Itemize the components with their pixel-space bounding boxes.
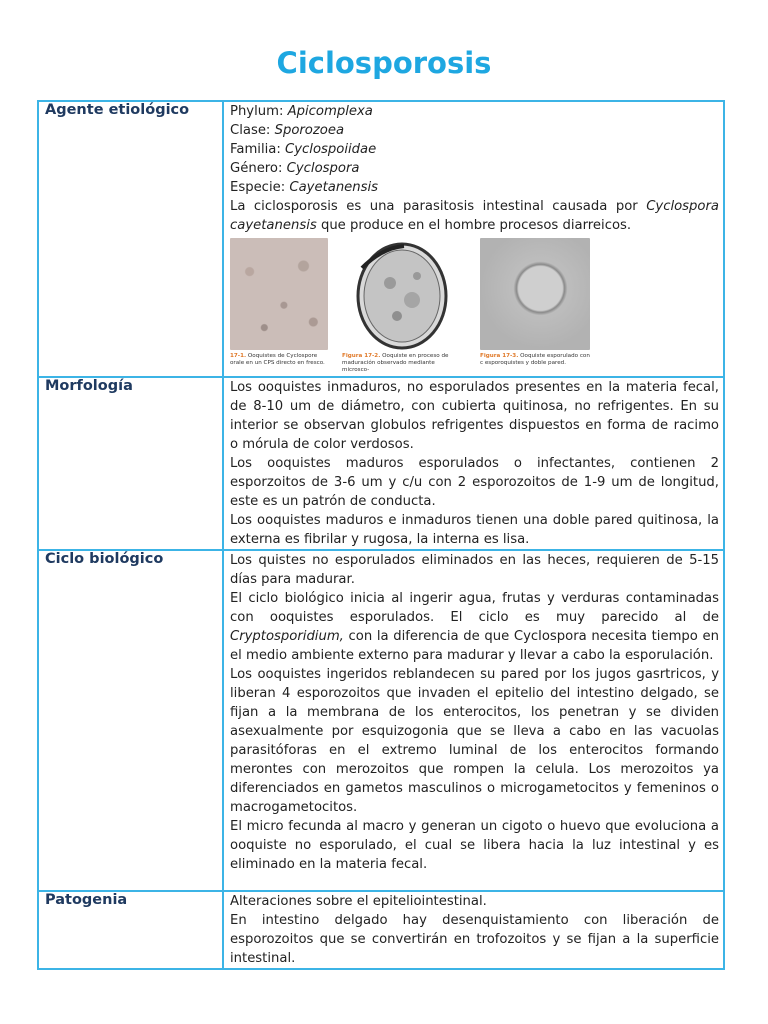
oocyst-drawing xyxy=(342,238,462,350)
content-line: Los ooquistes inmaduros, no esporulados presentes en la materia fecal, de 8-10 um de diámetro, con cubierta quitinosa, no refrigentes. En su interior se observan globulos refrigentes dispuestos en forma de racimo o mórula de color verdosos. xyxy=(230,380,719,452)
content-line: Familia: Cyclospoiidae xyxy=(230,142,377,157)
content-line: Los ooquistes ingeridos reblandecen su pared por los jugos gasrtricos, y liberan 4 esporozoitos que invaden el epitelio del intestino delgado, se fijan a la membrana de los enterocitos, los penetran y se dividen asexualmente por esquizogonia que se lleva a cabo en las vacuolas parasitóforas en el extremo luminal de los enterocitos formando merontes con merozoitos que rompen la celula. Los merozoitos ya diferenciados en gametos masculinos o microgametocitos y femeninos o macrogametocitos. xyxy=(230,667,719,815)
row-content xyxy=(223,550,724,891)
content-line: Los ooquistes maduros e inmaduros tienen una doble pared quitinosa, la externa es fibrilar y rugosa, la interna es lisa. xyxy=(230,513,719,547)
content-line: La ciclosporosis es una parasitosis intestinal causada por Cyclospora cayetanensis que produce en el hombre procesos diarreicos. xyxy=(230,199,719,233)
table-row-agente xyxy=(38,101,724,377)
content-line: El micro fecunda al macro y generan un cigoto o huevo que evoluciona a ooquiste no esporulado, el cual se libera hacia la luz intestinal y es eliminado en la materia fecal. xyxy=(230,819,719,872)
figure-caption: 17-1. Ooquistes de Cyclospore orale en un CPS directo en fresco. xyxy=(230,353,325,366)
figure-strip xyxy=(230,238,719,376)
content-line: Los quistes no esporulados eliminados en las heces, requieren de 5-15 días para madurar. xyxy=(230,553,719,587)
micrograph-image-1 xyxy=(230,238,328,350)
row-label: Agente etiológico xyxy=(38,101,223,377)
content-line: Alteraciones sobre el epiteliointestinal. xyxy=(230,894,487,909)
table-row-patogenia xyxy=(38,891,724,969)
content-line: Los ooquistes maduros esporulados o infectantes, contienen 2 esporzoitos de 3-6 um y c/u con 2 esporozoitos de 1-9 um de longitud, este es un patrón de conducta. xyxy=(230,456,719,509)
figure-caption: Figura 17-2. Ooquiste en proceso de maduración observado mediante microsco- xyxy=(342,353,449,373)
figure-2 xyxy=(342,238,462,374)
content-line: Especie: Cayetanensis xyxy=(230,180,379,195)
info-table xyxy=(37,100,725,970)
figure-1 xyxy=(230,238,328,367)
micrograph-image-2 xyxy=(342,238,462,350)
row-label: Ciclo biológico xyxy=(38,550,223,891)
row-label: Morfología xyxy=(38,377,223,550)
row-content xyxy=(223,101,724,377)
row-content xyxy=(223,377,724,550)
table-row-morfologia xyxy=(38,377,724,550)
figure-3 xyxy=(480,238,590,367)
content-line: Género: Cyclospora xyxy=(230,161,360,176)
row-content xyxy=(223,891,724,969)
content-line: Clase: Sporozoea xyxy=(230,123,345,138)
content-line: Phylum: Apicomplexa xyxy=(230,104,373,119)
content-line: El ciclo biológico inicia al ingerir agua, frutas y verduras contaminadas con ooquistes esporulados. El ciclo es muy parecido al de Cryptosporidium, con la diferencia de que Cyclospora necesita tiempo en el medio ambiente externo para madurar y llevar a cabo la esporulación. xyxy=(230,591,719,663)
content-line: En intestino delgado hay desenquistamiento con liberación de esporozoitos que se convertirán en trofozoitos y se fijan a la superficie intestinal. xyxy=(230,913,719,966)
row-label: Patogenia xyxy=(38,891,223,969)
document-title: Ciclosporosis xyxy=(276,46,492,80)
figure-caption: Figura 17-3. Ooquiste esporulado con c esporoquistes y doble pared. xyxy=(480,353,590,366)
micrograph-image-3 xyxy=(480,238,590,350)
table-row-ciclo xyxy=(38,550,724,891)
